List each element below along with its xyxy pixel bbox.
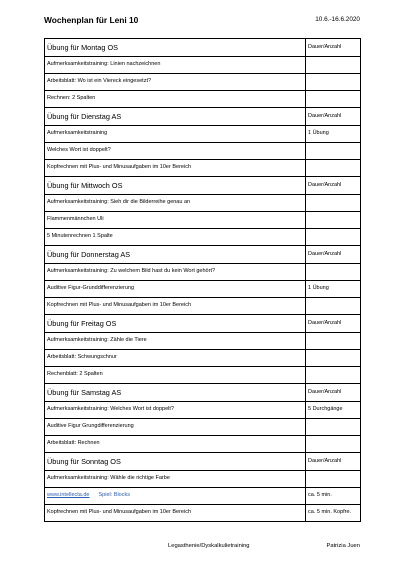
amount-cell (306, 160, 361, 177)
day-title: Übung für Dienstag AS (45, 108, 306, 126)
task-row (45, 488, 361, 505)
task-cell: Rechnen: 2 Spalten (45, 91, 306, 108)
game-label: Spiel: Blocks (98, 492, 130, 499)
task-row (45, 281, 361, 298)
amount-cell (306, 264, 361, 281)
amount-cell (306, 74, 361, 91)
day-header-row (45, 108, 361, 126)
amount-cell: ca. 5 min. Kopfre. (306, 505, 361, 522)
weekly-plan-body (45, 39, 361, 522)
amount-cell (306, 436, 361, 453)
task-cell: Aufmerksamkeitstraining: Sieh dir die Bilderreihe genau an (45, 195, 306, 212)
amount-header: Dauer/Anzahl (306, 453, 361, 471)
task-cell: Arbeitsblatt: Rechnen (45, 436, 306, 453)
amount-cell (306, 471, 361, 488)
task-cell: Arbeitsblatt: Schwungschnur (45, 350, 306, 367)
task-cell: Kopfrechnen mit Plus- und Minusaufgaben im 10er Bereich (45, 298, 306, 315)
task-cell: Auditive Figur-Grunddifferenzierung (45, 281, 306, 298)
amount-header: Dauer/Anzahl (306, 315, 361, 333)
amount-cell (306, 91, 361, 108)
task-cell: Aufmerksamkeitstraining: Zu welchem Bild hast du kein Wort gehört? (45, 264, 306, 281)
page-title: Wochenplan für Leni 10 (44, 15, 139, 25)
day-header-row (45, 384, 361, 402)
task-row (45, 126, 361, 143)
task-cell: Aufmerksamkeitstraining (45, 126, 306, 143)
task-cell: Kopfrechnen mit Plus- und Minusaufgaben im 10er Bereich (45, 505, 306, 522)
day-header-row (45, 39, 361, 57)
amount-cell: 1 Übung (306, 126, 361, 143)
task-cell: Arbeitsblatt: Wo ist ein Viereck eingesetzt? (45, 74, 306, 91)
task-row (45, 367, 361, 384)
day-header-row (45, 453, 361, 471)
footer-training-label: Legasthenie/Dyskalkulietraining (168, 543, 250, 549)
task-row (45, 298, 361, 315)
task-cell: Aufmerksamkeitstraining: Wähle die richtige Farbe (45, 471, 306, 488)
amount-cell: ca. 5 min. (306, 488, 361, 505)
weekly-plan-table (44, 38, 361, 522)
task-cell: Welches Wort ist doppelt? (45, 143, 306, 160)
task-row (45, 471, 361, 488)
task-cell: Kopfrechnen mit Plus- und Minusaufgaben im 10er Bereich (45, 160, 306, 177)
task-cell (45, 488, 306, 505)
task-cell: 5 Minutenrechnen 1 Spalte (45, 229, 306, 246)
day-title: Übung für Samstag AS (45, 384, 306, 402)
task-cell: Flammenmännchen Uli (45, 212, 306, 229)
task-cell: Aufmerksamkeitstraining: Zähle die Tiere (45, 333, 306, 350)
task-row (45, 160, 361, 177)
task-cell: Rechenblatt: 2 Spalten (45, 367, 306, 384)
amount-cell (306, 419, 361, 436)
amount-header: Dauer/Anzahl (306, 39, 361, 57)
task-row (45, 436, 361, 453)
amount-cell (306, 195, 361, 212)
task-row (45, 91, 361, 108)
amount-cell (306, 229, 361, 246)
day-title: Übung für Sonntag OS (45, 453, 306, 471)
task-row (45, 350, 361, 367)
task-row (45, 229, 361, 246)
task-row (45, 212, 361, 229)
page-header (44, 15, 360, 29)
day-header-row (45, 177, 361, 195)
amount-cell (306, 333, 361, 350)
amount-header: Dauer/Anzahl (306, 177, 361, 195)
website-link[interactable]: www.intellecta.de (47, 492, 90, 499)
task-row (45, 402, 361, 419)
task-cell: Aufmerksamkeitstraining: Linien nachzeichnen (45, 57, 306, 74)
amount-cell: 5 Durchgänge (306, 402, 361, 419)
amount-cell (306, 212, 361, 229)
day-header-row (45, 315, 361, 333)
day-title: Übung für Montag OS (45, 39, 306, 57)
amount-header: Dauer/Anzahl (306, 246, 361, 264)
day-title: Übung für Freitag OS (45, 315, 306, 333)
task-row (45, 264, 361, 281)
amount-cell (306, 298, 361, 315)
amount-cell: 1 Übung (306, 281, 361, 298)
task-row (45, 195, 361, 212)
task-cell: Auditive Figur Grungdifferenzierung (45, 419, 306, 436)
task-row (45, 57, 361, 74)
task-row (45, 419, 361, 436)
amount-header: Dauer/Anzahl (306, 108, 361, 126)
footer-author: Patrizia Juen (326, 543, 360, 549)
amount-header: Dauer/Anzahl (306, 384, 361, 402)
amount-cell (306, 57, 361, 74)
date-range: 10.6.-16.6.2020 (315, 16, 360, 23)
task-row (45, 333, 361, 350)
day-header-row (45, 246, 361, 264)
day-title: Übung für Donnerstag AS (45, 246, 306, 264)
amount-cell (306, 143, 361, 160)
task-row (45, 505, 361, 522)
amount-cell (306, 367, 361, 384)
task-row (45, 74, 361, 91)
day-title: Übung für Mittwoch OS (45, 177, 306, 195)
task-row (45, 143, 361, 160)
task-cell: Aufmerksamkeitstraining: Welches Wort ist doppelt? (45, 402, 306, 419)
amount-cell (306, 350, 361, 367)
